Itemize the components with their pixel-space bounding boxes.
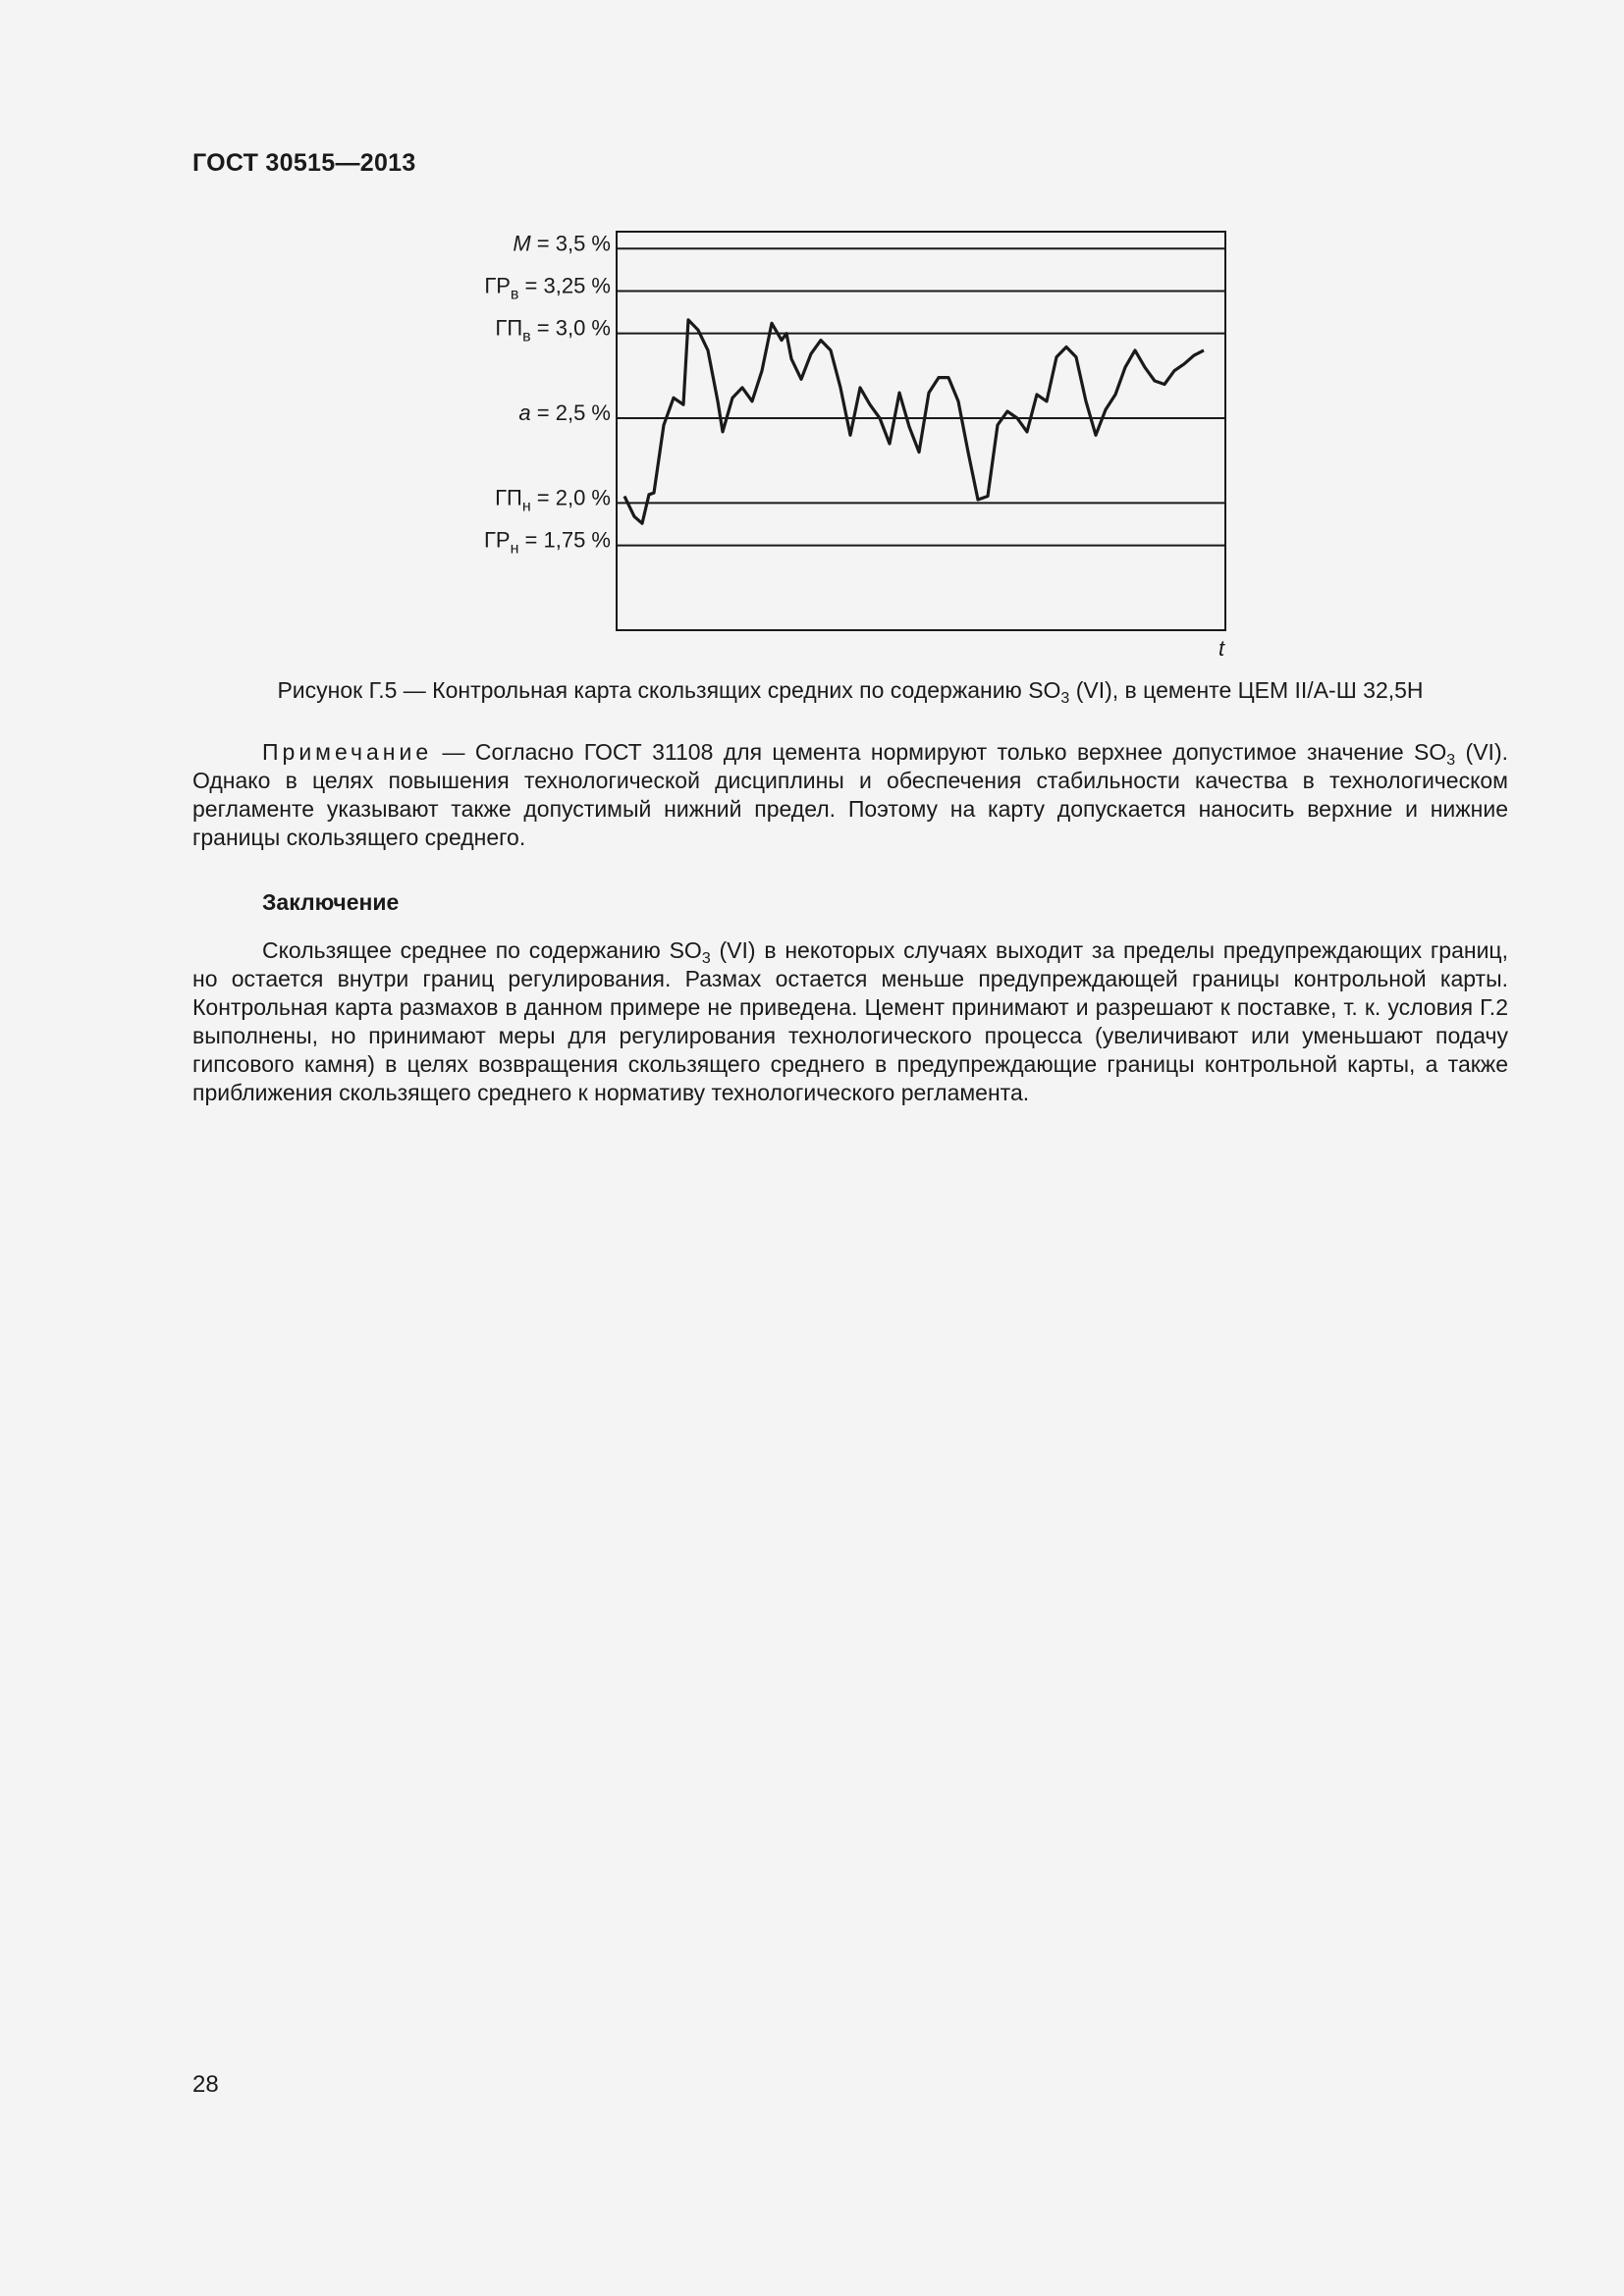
note-subscript: 3 bbox=[1446, 752, 1456, 769]
reference-labels bbox=[484, 231, 611, 557]
note-dash: — bbox=[432, 739, 475, 765]
reference-label: $ГП_н = 2,0$ % bbox=[495, 485, 611, 515]
reference-label: M = 3,5 % bbox=[513, 231, 611, 256]
control-chart-svg bbox=[393, 216, 1237, 667]
page-number: 28 bbox=[192, 2071, 219, 2098]
note-paragraph bbox=[192, 738, 1508, 852]
caption-text-post: (VI), в цементе ЦЕМ II/А-Ш 32,5Н bbox=[1069, 677, 1424, 703]
section-heading: Заключение bbox=[262, 889, 400, 915]
reference-label: $ГР_н = 1,75$ % bbox=[483, 527, 611, 558]
conclusion-subscript: 3 bbox=[701, 950, 711, 967]
conclusion-text-post: (VI) в некоторых случаях выходит за пределы предупреждающих границ, но остается внутри границ регулирования. Размах остается меньше предупреждающей границы контрольной карты. Контрольная карта размахов в данном примере не приведена. Цемент принимают и разрешают к поставке, т. к. условия Г.2 выполнены, но принимают меры для регулирования технологического процесса (увеличивают или уменьшают подачу гипсового камня) в целях возвращения скользящего среднего в предупреждающие границы контрольной карты, а также приближения скользящего среднего к нормативу технологического регламента. bbox=[192, 937, 1508, 1105]
reference-label: $ГП_в = 3,0$ % bbox=[495, 315, 611, 346]
series-line bbox=[624, 320, 1204, 523]
conclusion-text-pre: Скользящее среднее по содержанию SO bbox=[262, 937, 702, 963]
caption-text-pre: Рисунок Г.5 — Контрольная карта скользящих средних по содержанию SO bbox=[277, 677, 1061, 703]
reference-lines bbox=[617, 248, 1225, 545]
conclusion-paragraph bbox=[192, 936, 1508, 1107]
reference-label: a = 2,5 % bbox=[518, 400, 611, 426]
x-axis-label: t bbox=[1218, 636, 1225, 661]
document-header: ГОСТ 30515—2013 bbox=[192, 149, 416, 177]
caption-subscript: 3 bbox=[1060, 690, 1070, 707]
figure-caption bbox=[192, 677, 1508, 707]
control-chart bbox=[393, 216, 1237, 667]
note-text-pre: Согласно ГОСТ 31108 для цемента нормируют только верхнее допустимое значение SO bbox=[474, 739, 1447, 765]
reference-label: $ГР_в = 3,25$ % bbox=[484, 273, 611, 303]
note-label: Примечание bbox=[262, 739, 433, 765]
note-text-post: (VI). Однако в целях повышения технологической дисциплины и обеспечения стабильности качества в технологическом регламенте указывают также допустимый нижний предел. Поэтому на карту допускается наносить верхние и нижние границы скользящего среднего. bbox=[192, 739, 1508, 850]
